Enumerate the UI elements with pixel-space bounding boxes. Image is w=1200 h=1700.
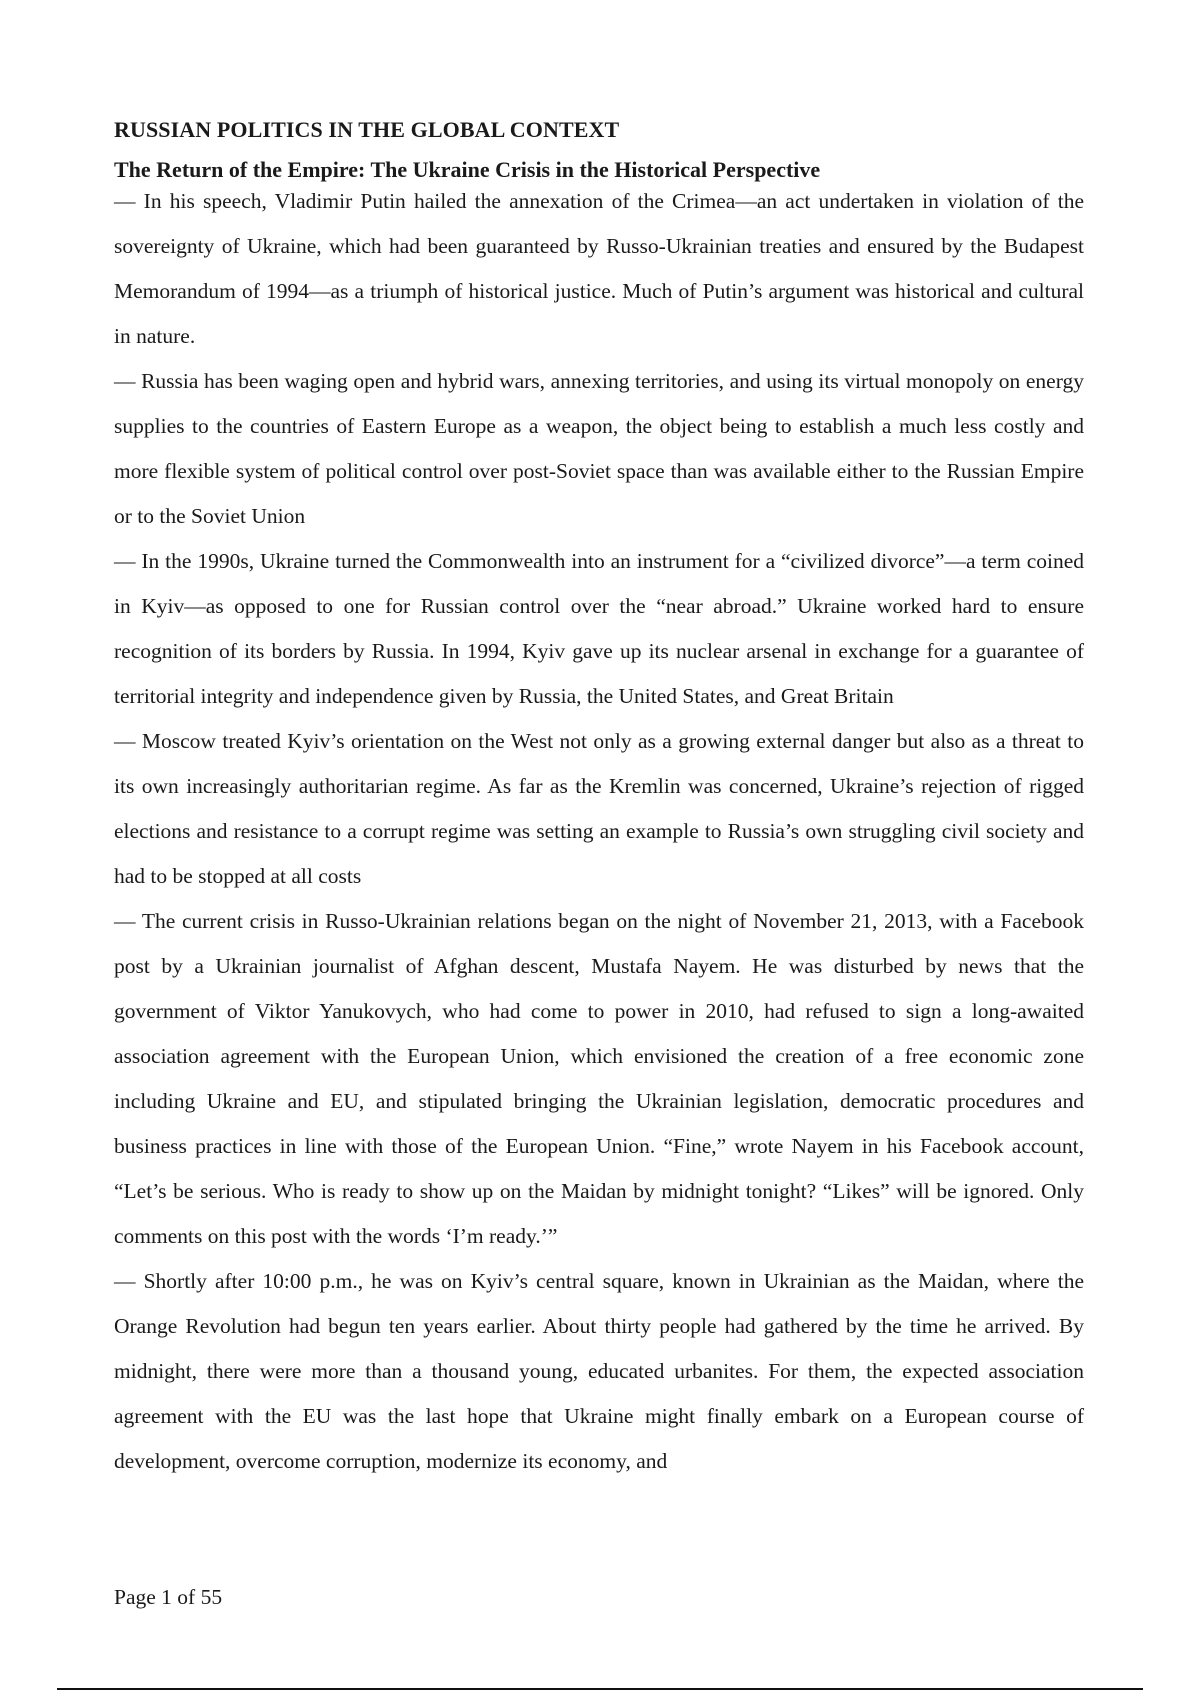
paragraph-crisis-origin: — The current crisis in Russo-Ukrainian relations began on the night of November 21, 2013, with a Facebook post by a Ukrainian journalist of Afghan descent, Mustafa Nayem. He was disturbed by news that the government of Viktor Yanukovych, who had come to power in 2010, had refused to sign a long-awaited association agreement with the European Union, which envisioned the creation of a free economic zone including Ukraine and EU, and stipulated bringing the Ukrainian legislation, democratic procedures and business practices in line with those of the European Union. “Fine,” wrote Nayem in his Facebook account, “Let’s be serious. Who is ready to show up on the Maidan by midnight tonight? “Likes” will be ignored. Only comments on this post with the words ‘I’m ready.’” [114,909,1084,1248]
chapter-title: The Return of the Empire: The Ukraine Crisis in the Historical Perspective [114,157,821,182]
paragraph-putin-speech: — In his speech, Vladimir Putin hailed the annexation of the Crimea—an act undertaken in violation of the sovereignty of Ukraine, which had been guaranteed by Russo-Ukrainian treaties and ensured by the Budapest Memorandum of 1994—as a triumph of historical justice. Much of Putin’s argument was historical and cultural in nature. [114,189,1084,348]
paragraph-maidan: — Shortly after 10:00 p.m., he was on Kyiv’s central square, known in Ukrainian as the Maidan, where the Orange Revolution had begun ten years earlier. About thirty people had gathered by the time he arrived. By midnight, there were more than a thousand young, educated urbanites. For them, the expected association agreement with the EU was the last hope that Ukraine might finally embark on a European course of development, overcome corruption, modernize its economy, and [114,1269,1084,1473]
body-text [114,179,1084,1484]
paragraph-hybrid-wars: — Russia has been waging open and hybrid wars, annexing territories, and using its virtual monopoly on energy supplies to the countries of Eastern Europe as a weapon, the object being to establish a much less costly and more flexible system of political control over post-Soviet space than was available either to the Russian Empire or to the Soviet Union [114,369,1084,528]
page-number: Page 1 of 55 [114,1585,223,1609]
bottom-divider [57,1688,1143,1690]
paragraph-civilized-divorce: — In the 1990s, Ukraine turned the Commonwealth into an instrument for a “civilized divorce”—a term coined in Kyiv—as opposed to one for Russian control over the “near abroad.” Ukraine worked hard to ensure recognition of its borders by Russia. In 1994, Kyiv gave up its nuclear arsenal in exchange for a guarantee of territorial integrity and independence given by Russia, the United States, and Great Britain [114,549,1084,708]
page-content [114,115,1084,1484]
section-title: RUSSIAN POLITICS IN THE GLOBAL CONTEXT [114,117,620,142]
paragraph-moscow-west: — Moscow treated Kyiv’s orientation on the West not only as a growing external danger but also as a threat to its own increasingly authoritarian regime. As far as the Kremlin was concerned, Ukraine’s rejection of rigged elections and resistance to a corrupt regime was setting an example to Russia’s own struggling civil society and had to be stopped at all costs [114,729,1084,888]
